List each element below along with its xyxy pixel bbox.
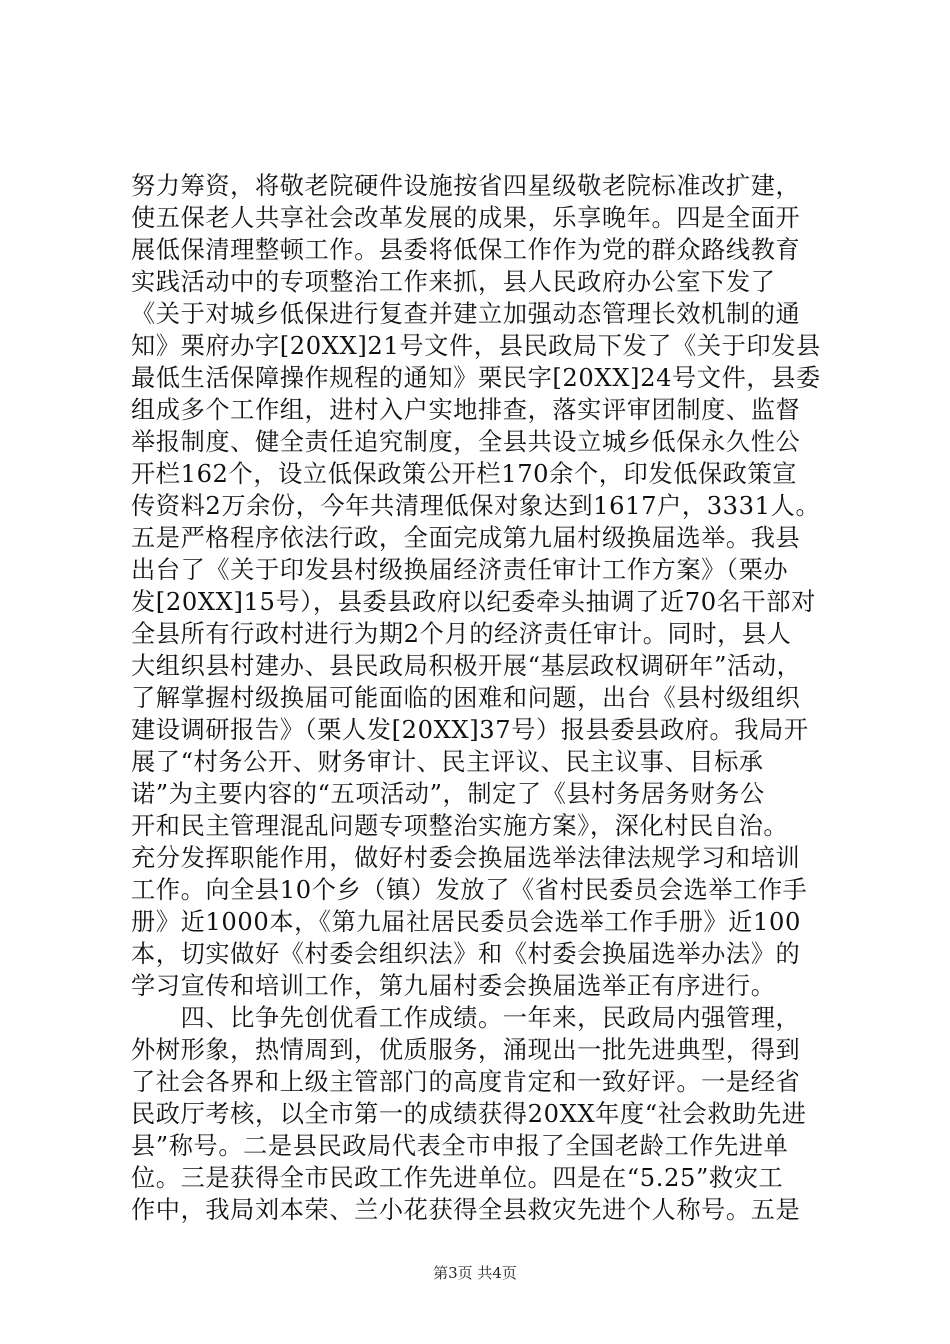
text-line: 出台了《关于印发县村级换届经济责任审计工作方案》（栗办: [131, 556, 789, 584]
text-line: 开栏162个，设立低保政策公开栏170余个，印发低保政策宣: [131, 460, 798, 488]
text-line: 组成多个工作组，进村入户实地排查，落实评审团制度、监督: [131, 396, 801, 424]
text-line: 五是严格程序依法行政，全面完成第九届村级换届选举。我县: [131, 524, 801, 552]
page-footer: [0, 1263, 950, 1283]
text-line: 了解掌握村级换届可能面临的困难和问题，出台《县村级组织: [131, 684, 801, 712]
text-line: 外树形象，热情周到，优质服务，涌现出一批先进典型，得到: [131, 1036, 801, 1064]
text-line: 展了“村务公开、财务审计、民主评议、民主议事、目标承: [131, 748, 764, 776]
text-line: 《关于对城乡低保进行复查并建立加强动态管理长效机制的通: [131, 300, 801, 328]
text-line: 实践活动中的专项整治工作来抓，县人民政府办公室下发了: [131, 268, 776, 296]
text-line: 民政厅考核，以全市第一的成绩获得20XX年度“社会救助先进: [131, 1100, 807, 1128]
text-line: 开和民主管理混乱问题专项整治实施方案》，深化村民自治。: [131, 812, 789, 840]
text-line: 全县所有行政村进行为期2个月的经济责任审计。同时，县人: [131, 620, 792, 648]
text-line: 四、比争先创优看工作成绩。一年来，民政局内强管理，: [131, 1004, 801, 1032]
text-line: 努力筹资，将敬老院硬件设施按省四星级敬老院标准改扩建，: [131, 172, 801, 200]
text-line: 使五保老人共享社会改革发展的成果，乐享晚年。四是全面开: [131, 204, 801, 232]
text-line: 学习宣传和培训工作，第九届村委会换届选举正有序进行。: [131, 972, 776, 1000]
text-line: 充分发挥职能作用，做好村委会换届选举法律法规学习和培训: [131, 844, 801, 872]
text-line: 册》近1000本，《第九届社居民委员会选举工作手册》近100: [131, 908, 801, 936]
page-number-label: 第3页 共4页: [433, 1264, 517, 1282]
text-line: 最低生活保障操作规程的通知》栗民字[20XX]24号文件，县委: [131, 364, 821, 392]
text-line: 本，切实做好《村委会组织法》和《村委会换届选举办法》的: [131, 940, 801, 968]
text-line: 工作。向全县10个乡（镇）发放了《省村民委员会选举工作手: [131, 876, 808, 904]
text-line: 作中，我局刘本荣、兰小花获得全县救灾先进个人称号。五是: [131, 1196, 801, 1224]
body-text: [131, 170, 831, 1226]
text-line: 建设调研报告》（栗人发[20XX]37号）报县委县政府。我局开: [131, 716, 809, 744]
text-line: 大组织县村建办、县民政局积极开展“基层政权调研年”活动，: [131, 652, 802, 680]
text-line: 诺”为主要内容的“五项活动”，制定了《县村务居务财务公: [131, 780, 765, 808]
text-line: 位。三是获得全市民政工作先进单位。四是在“5.25”救灾工: [131, 1164, 784, 1192]
text-line: 传资料2万余份，今年共清理低保对象达到1617户，3331人。: [131, 492, 821, 520]
text-line: 展低保清理整顿工作。县委将低保工作作为党的群众路线教育: [131, 236, 801, 264]
text-line: 发[20XX]15号），县委县政府以纪委牵头抽调了近70名干部对: [131, 588, 816, 616]
text-line: 县”称号。二是县民政局代表全市申报了全国老龄工作先进单: [131, 1132, 789, 1160]
text-line: 知》栗府办字[20XX]21号文件，县民政局下发了《关于印发县: [131, 332, 821, 360]
text-line: 了社会各界和上级主管部门的高度肯定和一致好评。一是经省: [131, 1068, 801, 1096]
text-line: 举报制度、健全责任追究制度，全县共设立城乡低保永久性公: [131, 428, 801, 456]
